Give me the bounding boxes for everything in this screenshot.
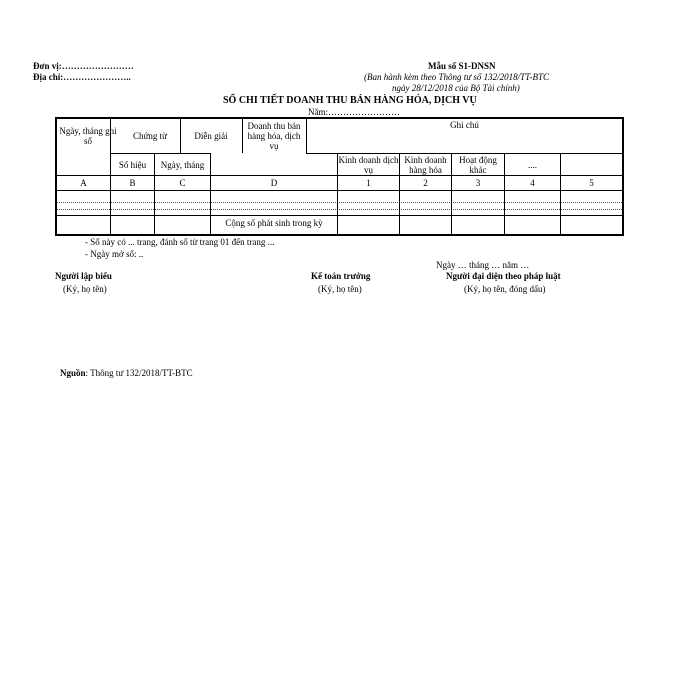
legal-representative-sign-note: (Ký, họ tên, đóng dấu)	[464, 284, 546, 294]
col-header-notes: Ghi chú	[450, 120, 479, 130]
signature-date-line: Ngày … tháng … năm …	[436, 260, 530, 270]
col-header-service: Kinh doanh dịch vụ	[338, 154, 399, 175]
issued-note-line2: ngày 28/12/2018 của Bộ Tài chính)	[392, 83, 520, 93]
col-header-goods: Kinh doanh hàng hóa	[404, 154, 447, 175]
form-number: Mẫu số S1-DNSN	[428, 61, 496, 71]
issued-note-line1: (Ban hành kèm theo Thông tư số 132/2018/TT-BTC	[364, 72, 549, 82]
open-date-note: - Ngày mở sổ: ..	[85, 249, 144, 259]
col-header-revenue: Doanh thu bán hàng hóa, dịch vụ	[247, 121, 301, 151]
preparer-sign-note: (Ký, họ tên)	[63, 284, 107, 294]
code-1: 1	[366, 178, 371, 188]
code-5: 5	[589, 178, 594, 188]
page-title: SỔ CHI TIẾT DOANH THU BÁN HÀNG HÓA, DỊCH VỤ	[223, 95, 477, 106]
col-header-other: Hoạt động khác	[459, 154, 497, 175]
code-2: 2	[423, 178, 428, 188]
code-3: 3	[475, 178, 481, 188]
chief-accountant-title: Kế toán trưởng	[311, 271, 371, 281]
legal-representative-title: Người đại diện theo pháp luật	[446, 271, 561, 281]
col-header-more: ....	[528, 159, 537, 170]
col-header-voucher: Chứng từ	[132, 131, 167, 141]
chief-accountant-sign-note: (Ký, họ tên)	[318, 284, 362, 294]
total-row-label: Cộng số phát sinh trong kỳ	[225, 218, 323, 228]
address-label: Địa chỉ:…………………..	[33, 72, 131, 82]
code-4: 4	[530, 178, 535, 188]
code-a: A	[80, 178, 87, 188]
source-label: Nguồn	[60, 368, 86, 378]
col-header-voucher-number: Số hiệu	[118, 159, 147, 170]
pages-note: - Sổ này có ... trang, đánh số từ trang 01 đến trang ...	[85, 237, 275, 247]
source-text: : Thông tư 132/2018/TT-BTC	[85, 368, 193, 378]
preparer-title: Người lập biểu	[55, 271, 112, 281]
code-c: C	[179, 178, 186, 188]
col-header-date: Ngày, tháng ghi sổ	[59, 126, 117, 146]
revenue-ledger-table	[55, 117, 624, 236]
code-d: D	[270, 178, 278, 188]
col-header-voucher-date: Ngày, tháng	[160, 159, 205, 170]
col-header-description: Diễn giải	[194, 131, 228, 141]
unit-label: Đơn vị:……………………	[33, 61, 134, 71]
code-b: B	[129, 178, 136, 188]
year-label: Năm:……………………	[308, 107, 400, 117]
source-line	[60, 369, 193, 378]
